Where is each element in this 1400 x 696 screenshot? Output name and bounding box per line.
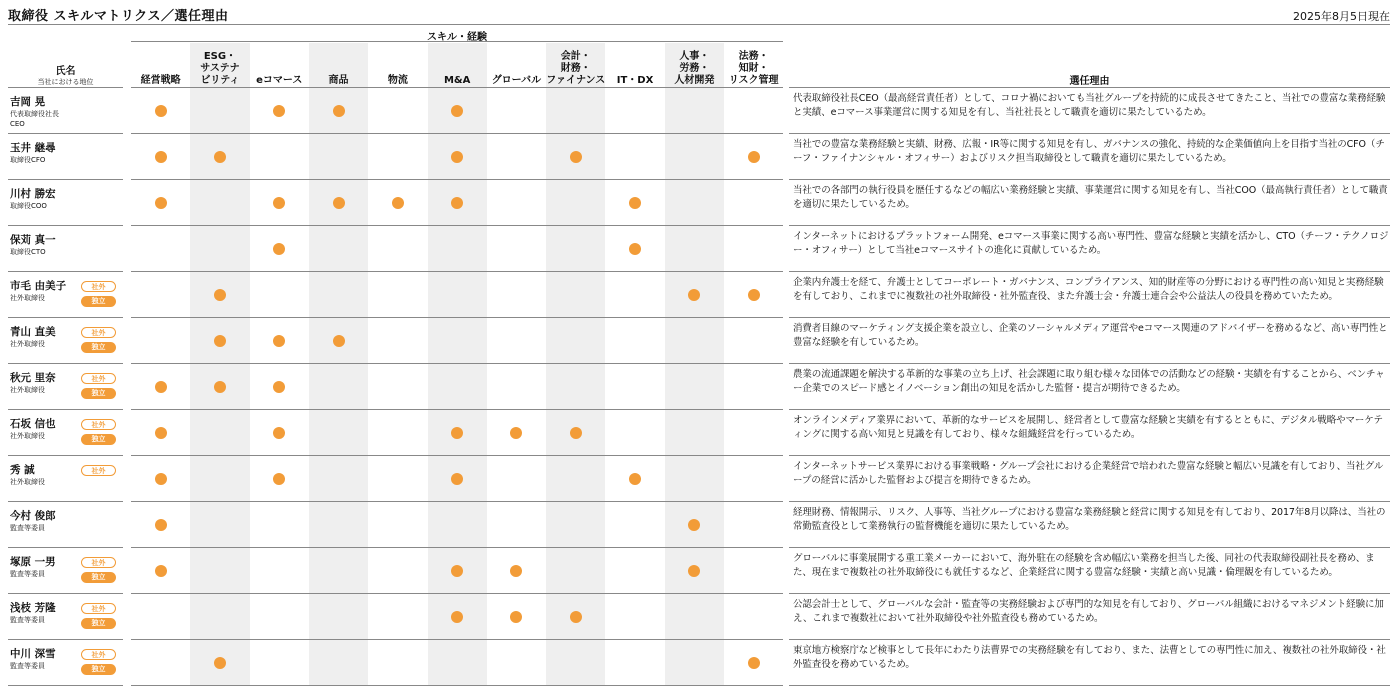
skill-dot (333, 197, 345, 209)
skill-dot (214, 335, 226, 347)
skill-group-divider (131, 41, 783, 42)
selection-reason: 経理財務、情報開示、リスク、人事等、当社グループにおける豊富な業務経験と経営に関する知見を有しており、2017年8月以降は、当社の常勤監査役として業務執行の監督機能を適切に果たしているため。 (793, 507, 1386, 532)
skill-dot (214, 381, 226, 393)
skill-dot (273, 335, 285, 347)
outside-badge: 社外 (81, 419, 116, 430)
skill-dot (451, 105, 463, 117)
skill-dot (214, 657, 226, 669)
page-title: 取締役 スキルマトリクス／選任理由 (8, 9, 229, 24)
selection-reason: 東京地方検察庁など検事として長年にわたり法曹界での実務経験を有しており、また、法曹としての専門性に加え、複数社の社外取締役・社外監査役を務めているため。 (793, 645, 1386, 670)
table-row (0, 88, 1400, 134)
independent-badge: 独立 (81, 664, 116, 675)
director-role: 社外取締役 (10, 432, 45, 440)
row-divider (8, 685, 123, 686)
skill-dot (451, 151, 463, 163)
row-divider (131, 685, 783, 686)
skill-dot (273, 381, 285, 393)
skill-header-label: 経営戦略 (140, 75, 181, 86)
skill-header-label: グローバル (491, 75, 542, 86)
table-row (0, 134, 1400, 180)
director-role: 社外取締役 (10, 340, 45, 348)
skill-header-label: 会計・ 財務・ ファイナンス (546, 51, 606, 86)
director-name: 市毛 由美子 (10, 280, 67, 292)
skill-dot (155, 519, 167, 531)
outside-badge: 社外 (81, 649, 116, 660)
director-name: 玉井 継尋 (10, 142, 56, 154)
skill-dot (214, 151, 226, 163)
skill-header (368, 45, 427, 87)
skill-dot (748, 657, 760, 669)
skill-dot (688, 289, 700, 301)
table-row (0, 548, 1400, 594)
skill-dot (155, 381, 167, 393)
skill-dot (273, 105, 285, 117)
director-role: 社外取締役 (10, 294, 45, 302)
outside-badge: 社外 (81, 557, 116, 568)
skill-dot (451, 611, 463, 623)
skill-header-label: IT・DX (616, 75, 654, 86)
skill-header-label: ESG・ サステナ ビリティ (200, 51, 240, 86)
skill-group-heading: スキル・経験 (427, 32, 487, 43)
director-name: 川村 勝宏 (10, 188, 56, 200)
independent-badge: 独立 (81, 618, 116, 629)
skill-header (428, 45, 487, 87)
header-divider (8, 87, 123, 88)
outside-badge: 社外 (81, 465, 116, 476)
name-header-label: 氏名 (55, 66, 76, 77)
skill-dot (273, 427, 285, 439)
skill-header (131, 45, 190, 87)
skill-header (190, 45, 249, 87)
skill-dot (155, 565, 167, 577)
director-role: 取締役CFO (10, 156, 46, 164)
header-divider (131, 87, 783, 88)
director-role: 監査等委員 (10, 570, 45, 578)
skill-dot (451, 427, 463, 439)
selection-reason: 当社での豊富な業務経験と実績、財務、広報・IR等に関する知見を有し、ガバナンスの強化、持続的な企業価値向上を目指す当社のCFO（チーフ・ファイナンシャル・オフィサー）およびリスク担当取締役として職責を適切に果たしているため。 (793, 139, 1385, 164)
director-name: 保苅 真一 (10, 234, 56, 246)
outside-badge: 社外 (81, 327, 116, 338)
skill-header (487, 45, 546, 87)
table-row (0, 364, 1400, 410)
independent-badge: 独立 (81, 296, 116, 307)
skill-dot (510, 611, 522, 623)
director-role: 取締役COO (10, 202, 47, 210)
reason-column-header: 選任理由 (1069, 76, 1110, 87)
skill-dot (155, 197, 167, 209)
skill-header (546, 45, 605, 87)
outside-badge: 社外 (81, 373, 116, 384)
director-role: 社外取締役 (10, 386, 45, 394)
independent-badge: 独立 (81, 388, 116, 399)
skill-dot (629, 197, 641, 209)
table-row (0, 318, 1400, 364)
independent-badge: 独立 (81, 342, 116, 353)
skill-header-label: 物流 (387, 75, 408, 86)
skill-dot (748, 151, 760, 163)
table-row (0, 640, 1400, 686)
selection-reason: インターネットにおけるプラットフォーム開発、eコマース事業に関する高い専門性、豊富な経験と実績を活かし、CTO（チーフ・テクノロジー・オフィサー）として当社eコマースサイトの進化に貢献しているため。 (793, 231, 1389, 256)
skill-header-label: 商品 (328, 75, 349, 86)
skill-dot (510, 565, 522, 577)
as-of-date: 2025年8月5日現在 (1293, 10, 1390, 23)
skill-dot (273, 473, 285, 485)
outside-badge: 社外 (81, 603, 116, 614)
skill-dot (570, 611, 582, 623)
skill-dot (155, 427, 167, 439)
table-row (0, 410, 1400, 456)
skill-dot (155, 473, 167, 485)
director-name: 中川 深雪 (10, 648, 56, 660)
skill-dot (214, 289, 226, 301)
skill-dot (333, 335, 345, 347)
skill-dot (629, 473, 641, 485)
skill-dot (688, 519, 700, 531)
skill-dot (748, 289, 760, 301)
table-row (0, 502, 1400, 548)
director-role: 監査等委員 (10, 616, 45, 624)
skill-header-label: 人事・ 労務・ 人材開発 (674, 51, 715, 86)
table-row (0, 226, 1400, 272)
skill-dot (570, 151, 582, 163)
skill-dot (510, 427, 522, 439)
skill-header-label: 法務・ 知財・ リスク管理 (728, 51, 779, 86)
top-divider (8, 24, 1390, 25)
independent-badge: 独立 (81, 572, 116, 583)
header-divider (789, 87, 1390, 88)
skill-dot (451, 565, 463, 577)
skill-header (605, 45, 664, 87)
skill-dot (333, 105, 345, 117)
skill-dot (451, 473, 463, 485)
director-name: 秀 誠 (10, 464, 35, 476)
skill-dot (688, 565, 700, 577)
row-divider (789, 685, 1390, 686)
skill-dot (155, 105, 167, 117)
director-role: 監査等委員 (10, 662, 45, 670)
selection-reason: 企業内弁護士を経て、弁護士としてコーポレート・ガバナンス、コンプライアンス、知的財産等の分野における専門性の高い知見と実務経験を有しており、これまでに複数社の社外取締役・社外監査役、また弁護士会・弁護士連合会や公益法人の役員を務めていたため。 (793, 277, 1384, 302)
selection-reason: 消費者目線のマーケティング支援企業を設立し、企業のソーシャルメディア運営やeコマース関連のアドバイザーを務めるなど、高い専門性と豊富な経験を有しているため。 (793, 323, 1388, 348)
director-name: 塚原 一男 (10, 556, 56, 568)
director-name: 浅枝 芳隆 (10, 602, 56, 614)
skill-dot (451, 197, 463, 209)
table-row (0, 180, 1400, 226)
independent-badge: 独立 (81, 434, 116, 445)
skill-header (665, 45, 724, 87)
outside-badge: 社外 (81, 281, 116, 292)
skill-header (250, 45, 309, 87)
selection-reason: グローバルに事業展開する重工業メーカーにおいて、海外駐在の経験を含め幅広い業務を担当した後、同社の代表取締役副社長を務め、また、現在まで複数社の社外取締役にも就任するなど、企業経営に関する豊富な経験・実績と高い見識・倫理観を有しているため。 (793, 553, 1375, 578)
selection-reason: 当社での各部門の執行役員を歴任するなどの幅広い業務経験と実績、事業運営に関する知見を有し、当社COO（最高執行責任者）として職責を適切に果たしているため。 (793, 185, 1388, 210)
skill-header-label: M&A (443, 75, 471, 86)
director-name: 青山 直美 (10, 326, 56, 338)
director-role: 社外取締役 (10, 478, 45, 486)
position-header-label: 当社における地位 (37, 78, 94, 86)
director-role: 取締役CTO (10, 248, 46, 256)
director-name: 今村 俊郎 (10, 510, 56, 522)
skill-dot (392, 197, 404, 209)
skill-dot (155, 151, 167, 163)
director-role: 監査等委員 (10, 524, 45, 532)
skill-dot (273, 197, 285, 209)
skill-header-label: eコマース (256, 75, 303, 86)
selection-reason: 公認会計士として、グローバルな会計・監査等の実務経験および専門的な知見を有しており、グローバル組織におけるマネジメント経験に加え、これまで複数社において社外取締役や社外監査役も務めているため。 (793, 599, 1384, 624)
table-row (0, 272, 1400, 318)
director-role: 代表取締役社長 CEO (10, 110, 59, 128)
name-column-header (8, 62, 123, 87)
skill-dot (570, 427, 582, 439)
skill-header (724, 45, 783, 87)
skill-dot (273, 243, 285, 255)
table-row (0, 594, 1400, 640)
director-name: 石坂 信也 (10, 418, 56, 430)
table-row (0, 456, 1400, 502)
skill-dot (629, 243, 641, 255)
selection-reason: インターネットサービス業界における事業戦略・グループ会社における企業経営で培われた豊富な経験と幅広い見識を有しており、当社グループの経営に活かした監督および提言を期待できるため。 (793, 461, 1384, 486)
selection-reason: 農業の流通課題を解決する革新的な事業の立ち上げ、社会課題に取り組む様々な団体での活動などの経験・実績を有することから、ベンチャー企業でのスピード感とイノベーション創出の知見を活かした監督・提言が期待できるため。 (793, 369, 1385, 394)
skill-header (309, 45, 368, 87)
selection-reason: 代表取締役社長CEO（最高経営責任者）として、コロナ禍においても当社グループを持続的に成長させてきたこと、当社での豊富な業務経験と実績、eコマース事業運営に関する知見を有し、当社社長として職責を適切に果たしているため。 (793, 93, 1386, 118)
director-name: 秋元 里奈 (10, 372, 56, 384)
director-name: 吉岡 晃 (10, 96, 46, 108)
selection-reason: オンラインメディア業界において、革新的なサービスを展開し、経営者として豊富な経験と実績を有するとともに、デジタル戦略やマーケティングに関する高い知見と見識を有しており、様々な組織経営を行っているため。 (793, 415, 1383, 440)
